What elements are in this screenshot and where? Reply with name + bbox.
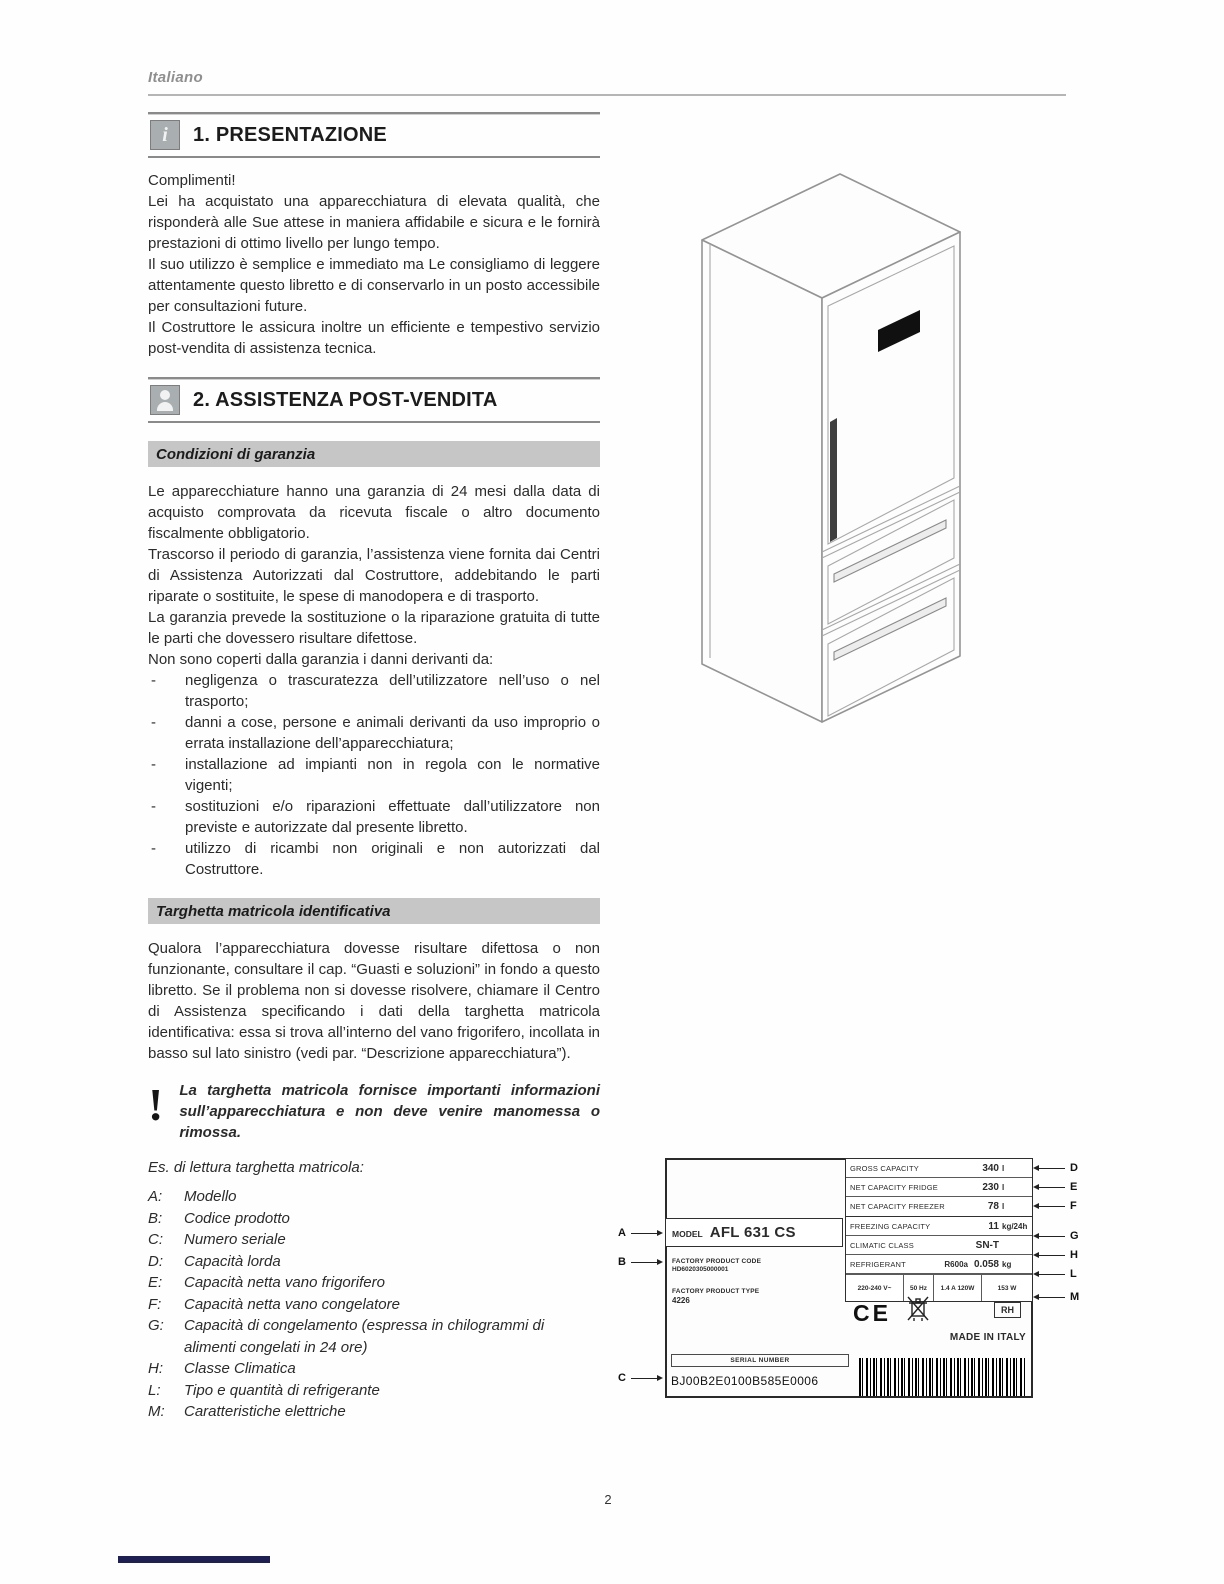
legend-key: L: [148, 1381, 161, 1399]
warning-note [148, 1080, 600, 1143]
legend-label: Capacità netta vano frigorifero [184, 1274, 385, 1291]
callout-line [631, 1378, 657, 1379]
legend-row [148, 1294, 600, 1316]
legend-label: Capacità di congelamento (espressa in chilogrammi di alimenti congelati in 24 ore) [184, 1317, 545, 1356]
plate-row-value: SN-T [975, 1239, 999, 1251]
warranty-bullet-text: negligenza o trascuratezza dell’utilizzatore nell’uso o nel trasporto; [185, 672, 600, 710]
legend-key: C: [148, 1231, 163, 1248]
refrigerator-illustration [680, 160, 1000, 740]
exclamation-icon: ! [148, 1079, 164, 1130]
plate-row-climatic-class [846, 1236, 1032, 1255]
plate-row-value: 230 [982, 1181, 999, 1193]
page-number: 2 [604, 1492, 612, 1507]
callout-line [1039, 1206, 1065, 1207]
callout-letter: G [1070, 1230, 1079, 1242]
electrical-row [846, 1274, 1032, 1301]
warranty-bullet [148, 712, 600, 754]
ce-mark: CE [853, 1300, 891, 1326]
plate-row-unit: kg/24h [1002, 1221, 1028, 1231]
legend-key: E: [148, 1274, 163, 1291]
legend-label: Classe Climatica [184, 1360, 296, 1377]
callout-E [1033, 1181, 1077, 1193]
callout-letter: H [1070, 1249, 1078, 1261]
legend-key: G: [148, 1317, 164, 1334]
warranty-bullet [148, 796, 600, 838]
callout-C [618, 1372, 663, 1384]
callout-letter: M [1070, 1291, 1080, 1303]
warranty-bullet-text: utilizzo di ricambi non originali e non autorizzati dal Costruttore. [185, 840, 600, 878]
legend-row [148, 1229, 600, 1251]
callout-line [1039, 1187, 1065, 1188]
legend-row [148, 1401, 600, 1423]
scan-artifact [118, 1556, 270, 1563]
arrowhead-icon [657, 1230, 663, 1236]
rating-plate [665, 1158, 1033, 1398]
legend-row [148, 1358, 600, 1380]
warranty-paragraph: Le apparecchiature hanno una garanzia di 24 mesi dalla data di acquisto comprovata da ricevuta fiscale o altro documento fiscalmente obbligatorio. [148, 483, 600, 542]
plate-row-label: NET CAPACITY FREEZER [850, 1202, 945, 1211]
section-2-header [148, 377, 600, 423]
legend-label: Capacità lorda [184, 1252, 281, 1270]
plate-row-unit: kg [1002, 1259, 1012, 1269]
legend-row [148, 1186, 600, 1208]
plate-row-label: GROSS CAPACITY [850, 1163, 919, 1173]
intro-paragraph: Lei ha acquistato una apparecchiatura di elevata qualità, che risponderà alle Sue attese in maniera affidabile e sicura e le fornirà prestazioni di ottimo livello per lungo tempo. [148, 193, 600, 252]
bullet-marker: - [151, 672, 156, 689]
callout-letter: E [1070, 1181, 1078, 1193]
warranty-paragraph: Non sono coperti dalla garanzia i danni derivanti da: [148, 651, 494, 668]
warranty-paragraph: La garanzia prevede la sostituzione o la riparazione gratuita di tutte le parti che dovessero risultare difettose. [148, 609, 600, 647]
callout-L [1033, 1268, 1077, 1280]
warning-text: La targhetta matricola fornisce importanti informazioni sull’apparecchiatura e non deve venire manomessa o rimossa. [179, 1082, 600, 1141]
plate-row-value: 0.058 [973, 1258, 999, 1270]
callout-line [1039, 1255, 1065, 1256]
legend-row [148, 1208, 600, 1230]
serial-number-value: BJ00B2E0100B585E0006 [671, 1374, 819, 1388]
legend-intro: Es. di lettura targhetta matricola: [148, 1159, 364, 1176]
callout-line [631, 1233, 657, 1234]
defrost-power-cell: 153 W [997, 1284, 1017, 1292]
model-value: AFL 631 CS [709, 1224, 796, 1241]
callout-line [1039, 1274, 1065, 1275]
plate-row-net-freezer [846, 1197, 1032, 1216]
serial-number-box [671, 1354, 849, 1388]
legend-key: M: [148, 1403, 165, 1420]
rating-plate-figure [612, 1150, 1086, 1420]
plate-row-value: 78 [987, 1201, 999, 1212]
made-in-italy-label: MADE IN ITALY [949, 1332, 1026, 1343]
plate-row-net-fridge [846, 1178, 1032, 1197]
callout-letter: D [1070, 1162, 1078, 1174]
language-label: Italiano [148, 69, 203, 86]
section-2-title: 2. ASSISTENZA POST-VENDITA [193, 388, 498, 411]
callout-F [1033, 1200, 1077, 1212]
plate-row-label: CLIMATIC CLASS [850, 1240, 914, 1250]
rh-badge: RH [994, 1302, 1021, 1318]
serial-barcode [859, 1358, 1027, 1396]
bullet-marker: - [151, 756, 156, 773]
plate-row-gross-capacity [846, 1159, 1032, 1178]
warranty-bullet-text: installazione ad impianti non in regola con le normative vigenti; [185, 756, 600, 794]
arrowhead-icon [657, 1259, 663, 1265]
intro-paragraph: Complimenti! [148, 172, 236, 189]
specs-block [845, 1216, 1033, 1302]
bullet-marker: - [151, 840, 156, 857]
serial-number-label: SERIAL NUMBER [671, 1354, 849, 1367]
voltage-cell: 220-240 V~ [846, 1275, 904, 1301]
capacity-block [845, 1158, 1033, 1217]
callout-H [1033, 1249, 1078, 1261]
refrigerant-type: R600a [944, 1259, 968, 1269]
callout-line [1039, 1297, 1065, 1298]
callout-letter: F [1070, 1200, 1077, 1212]
warranty-bullet [148, 754, 600, 796]
legend-row [148, 1251, 600, 1273]
weee-crossed-bin-icon [905, 1294, 931, 1324]
main-text-column [148, 112, 600, 1423]
callout-letter: C [618, 1372, 626, 1384]
warranty-bullet-text: danni a cose, persone e animali derivanti da uso improprio o errata installazione dell’apparecchiatura; [185, 714, 600, 752]
arrowhead-icon [657, 1375, 663, 1381]
legend-key: F: [148, 1295, 162, 1313]
callout-letter: A [618, 1227, 626, 1239]
plate-row-value: 11 [988, 1220, 999, 1232]
presentation-icon [150, 120, 180, 150]
section-1-title: 1. PRESENTAZIONE [193, 123, 387, 146]
legend-row [148, 1380, 600, 1402]
plate-row-label: FREEZING CAPACITY [850, 1221, 931, 1231]
plate-row-unit: l [1002, 1163, 1005, 1173]
callout-M [1033, 1291, 1079, 1303]
callout-A [618, 1227, 663, 1239]
factory-code-label: FACTORY PRODUCT CODE [672, 1258, 762, 1265]
legend-row [148, 1272, 600, 1294]
intro-paragraph: Il Costruttore le assicura inoltre un efficiente e tempestivo servizio post-vendita di assistenza tecnica. [148, 319, 600, 357]
plate-row-freezing-capacity [846, 1217, 1032, 1236]
legend-label: Caratteristiche elettriche [184, 1403, 346, 1420]
callout-line [1039, 1168, 1065, 1169]
plate-row-unit: l [1002, 1182, 1005, 1192]
model-label: MODEL [672, 1229, 703, 1239]
factory-type-label: FACTORY PRODUCT TYPE [672, 1288, 760, 1295]
warranty-paragraph: Trascorso il periodo di garanzia, l’assistenza viene fornita dai Centri di Assistenza Autorizzati dal Costruttore, addebitando le parti riparate o sostituite, le spese di manodopera e di trasporto. [148, 546, 600, 605]
bullet-marker: - [151, 714, 156, 731]
legend-label: Capacità netta vano congelatore [184, 1295, 400, 1313]
legend-label: Numero seriale [184, 1231, 286, 1248]
plate-row-label: NET CAPACITY FRIDGE [850, 1182, 938, 1192]
legend-key: H: [148, 1360, 163, 1377]
legend-key: B: [148, 1209, 163, 1227]
plate-row-value: 340 [982, 1162, 999, 1174]
support-person-icon-head [160, 390, 170, 400]
legend-label: Codice prodotto [184, 1209, 290, 1227]
callout-letter: L [1070, 1268, 1077, 1280]
legend-row [148, 1315, 600, 1358]
factory-product-type [672, 1288, 759, 1305]
warranty-bullet [148, 670, 600, 712]
legend-label: Tipo e quantità di refrigerante [184, 1381, 380, 1399]
intro-paragraph: Il suo utilizzo è semplice e immediato ma Le consigliamo di leggere attentamente questo libretto e di conservarlo in un posto accessibile per consultazioni future. [148, 256, 600, 315]
warranty-conditions-heading: Condizioni di garanzia [148, 441, 600, 467]
rating-plate-paragraph: Qualora l’apparecchiatura dovesse risultare difettosa o non funzionante, consultare il cap. “Guasti e soluzioni” in fondo a questo libretto. Se il problema non si dovesse risolvere, chiamare il Centro di Assistenza specificando i dati della targhetta matricola identificativa: essa si trova all’interno del vano frigorifero, incollata in basso sul lato sinistro (vedi par. “Descrizione apparecchiatura”). [148, 940, 600, 1062]
factory-product-code [672, 1258, 761, 1273]
warranty-bullet [148, 838, 600, 880]
header-rule [148, 94, 1066, 96]
support-person-icon-body [157, 402, 173, 411]
callout-B [618, 1256, 663, 1268]
callout-letter: B [618, 1256, 626, 1268]
legend-key: D: [148, 1252, 163, 1270]
warranty-bullet-text: sostituzioni e/o riparazioni effettuate dall’utilizzatore non previste e autorizzate dal presente libretto. [185, 798, 600, 836]
frequency-cell: 50 Hz [904, 1275, 934, 1301]
presentation-icon-glyph: i [162, 124, 168, 146]
door-handle [830, 418, 837, 542]
factory-type-value: 4226 [672, 1296, 690, 1305]
current-power-cell: 1.4 A 120W [934, 1275, 982, 1301]
callout-line [631, 1262, 657, 1263]
legend-key: A: [148, 1188, 163, 1205]
rating-plate-heading: Targhetta matricola identificativa [148, 898, 600, 924]
model-box [665, 1218, 843, 1247]
section-1-header [148, 112, 600, 158]
bullet-marker: - [151, 798, 156, 815]
plate-row-refrigerant [846, 1255, 1032, 1274]
factory-code-value: HD6020305000001 [672, 1266, 729, 1273]
callout-D [1033, 1162, 1078, 1174]
support-person-icon [150, 385, 180, 415]
plate-row-unit: l [1002, 1202, 1005, 1211]
legend-label: Modello [184, 1188, 237, 1205]
callout-G [1033, 1230, 1079, 1242]
plate-row-label: REFRIGERANT [850, 1259, 906, 1269]
callout-line [1039, 1236, 1065, 1237]
